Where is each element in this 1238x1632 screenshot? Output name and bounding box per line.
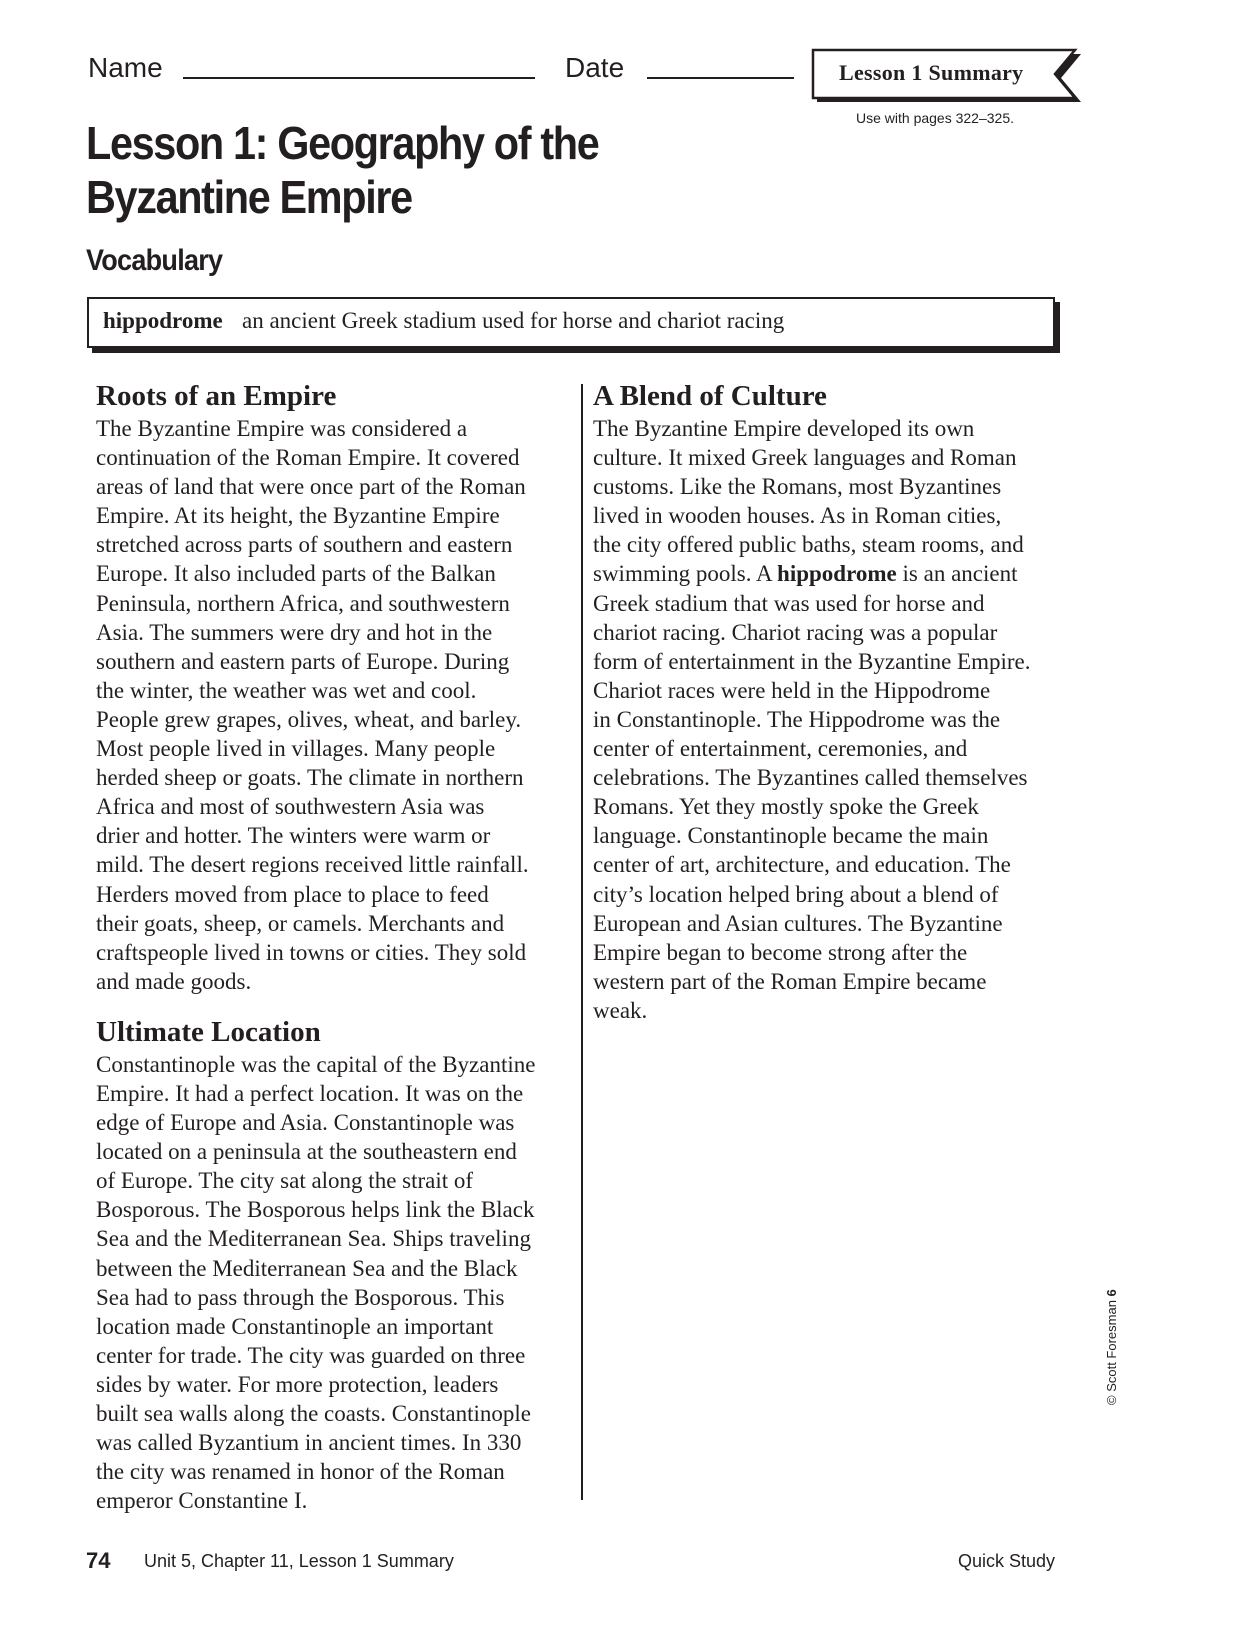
blend-line: European and Asian cultures. The Byzantine	[593, 910, 1003, 936]
ultimate-line: Bosporous. The Bosporous helps link the Black	[96, 1197, 535, 1223]
ultimate-line: edge of Europe and Asia. Constantinople was	[96, 1110, 515, 1136]
lesson-summary-tab	[811, 48, 1081, 104]
ultimate-line: Sea and the Mediterranean Sea. Ships traveling	[96, 1226, 531, 1252]
roots-line: craftspeople lived in towns or cities. They sold	[96, 939, 527, 965]
roots-line: areas of land that were once part of the Roman	[96, 474, 526, 500]
blend-line: lived in wooden houses. As in Roman cities,	[593, 503, 1002, 529]
roots-line: continuation of the Roman Empire. It covered	[96, 445, 520, 471]
date-blank-line	[647, 77, 794, 79]
blend-lines-after	[593, 589, 1073, 1025]
copyright-text: © Scott Foresman	[1104, 1296, 1119, 1405]
roots-line: southern and eastern parts of Europe. During	[96, 648, 510, 674]
section-heading-roots: Roots of an Empire	[96, 380, 337, 412]
roots-line: Peninsula, northern Africa, and southwestern	[96, 590, 510, 616]
ultimate-line: sides by water. For more protection, leaders	[96, 1371, 499, 1397]
blend-line: chariot racing. Chariot racing was a popular	[593, 619, 998, 645]
ultimate-line: between the Mediterranean Sea and the Black	[96, 1255, 518, 1281]
blend-line: Empire began to become strong after the	[593, 939, 968, 965]
left-column	[96, 378, 576, 1515]
blend-line: language. Constantinople became the main	[593, 823, 989, 849]
copyright-grade: 6	[1104, 1289, 1119, 1297]
copyright-notice	[1104, 1289, 1119, 1405]
name-label: Name	[88, 52, 163, 83]
vocabulary-term: hippodrome	[103, 308, 223, 333]
blend-line: The Byzantine Empire developed its own	[593, 416, 975, 441]
page-title	[86, 116, 598, 224]
blend-bold-line-end: is an ancient	[896, 561, 1018, 587]
roots-line: Asia. The summers were dry and hot in the	[96, 619, 493, 645]
column-divider	[581, 384, 583, 1500]
vocabulary-heading: Vocabulary	[86, 244, 223, 277]
roots-line: Most people lived in villages. Many people	[96, 736, 496, 762]
blend-line: weak.	[593, 997, 648, 1023]
vocabulary-box	[87, 297, 1055, 348]
ultimate-line: of Europe. The city sat along the strait of	[96, 1168, 474, 1194]
ultimate-line: location made Constantinople an important	[96, 1313, 494, 1339]
roots-line: stretched across parts of southern and eastern	[96, 532, 513, 558]
ultimate-line: the city was renamed in honor of the Roman	[96, 1459, 505, 1485]
blend-line: Chariot races were held in the Hippodrome	[593, 677, 991, 703]
blend-line: form of entertainment in the Byzantine Empire.	[593, 648, 1031, 674]
blend-bold-line	[593, 559, 1073, 588]
ultimate-line: located on a peninsula at the southeastern end	[96, 1139, 517, 1165]
blend-line: customs. Like the Romans, most Byzantines	[593, 474, 1002, 500]
ultimate-line: was called Byzantium in ancient times. In 330	[96, 1430, 522, 1456]
roots-line: People grew grapes, olives, wheat, and barley.	[96, 706, 522, 732]
vocabulary-definition: an ancient Greek stadium used for horse and chariot racing	[242, 308, 785, 333]
blend-line: city’s location helped bring about a blend of	[593, 881, 999, 907]
right-column	[593, 378, 1073, 1025]
section-text-roots	[96, 414, 576, 996]
blend-line: culture. It mixed Greek languages and Roman	[593, 445, 1017, 471]
roots-line: mild. The desert regions received little rainfall.	[96, 852, 529, 878]
blend-line: Greek stadium that was used for horse and	[593, 590, 985, 616]
roots-line: Herders moved from place to place to feed	[96, 881, 489, 907]
ultimate-line: built sea walls along the coasts. Constantinople	[96, 1401, 532, 1426]
ultimate-line: center for trade. The city was guarded on three	[96, 1342, 526, 1368]
page-title-line-1: Lesson 1: Geography of the	[86, 117, 599, 169]
name-blank-line	[183, 77, 535, 79]
blend-line: Romans. Yet they mostly spoke the Greek	[593, 794, 979, 820]
blend-line: celebrations. The Byzantines called themselves	[593, 765, 1028, 791]
section-heading-ultimate-location: Ultimate Location	[96, 1015, 321, 1048]
blend-line: center of art, architecture, and education. The	[593, 852, 1011, 878]
roots-line: and made goods.	[96, 968, 252, 994]
use-with-pages-note: Use with pages 322–325.	[856, 110, 1014, 126]
hippodrome-term: hippodrome	[777, 561, 897, 587]
ultimate-line: Empire. It had a perfect location. It was on the	[96, 1080, 524, 1106]
roots-line: Africa and most of southwestern Asia was	[96, 794, 485, 820]
ultimate-line: Constantinople was the capital of the Byzantine	[96, 1051, 536, 1077]
date-label: Date	[565, 52, 625, 83]
section-text-blend	[593, 414, 1073, 1025]
blend-line: western part of the Roman Empire became	[593, 968, 987, 994]
ultimate-line: Sea had to pass through the Bosporous. This	[96, 1284, 505, 1310]
blend-bold-line-start: swimming pools. A	[593, 561, 778, 587]
roots-line: drier and hotter. The winters were warm or	[96, 823, 491, 849]
roots-line: the winter, the weather was wet and cool.	[96, 677, 477, 703]
blend-line: in Constantinople. The Hippodrome was the	[593, 706, 1001, 732]
roots-line: Empire. At its height, the Byzantine Empire	[96, 503, 500, 529]
roots-line: their goats, sheep, or camels. Merchants and	[96, 910, 505, 936]
page-title-line-2: Byzantine Empire	[86, 171, 412, 223]
ultimate-line: emperor Constantine I.	[96, 1488, 308, 1514]
lesson-summary-label: Lesson 1 Summary	[839, 60, 1024, 85]
page-number: 74	[86, 1548, 111, 1573]
blend-line: center of entertainment, ceremonies, and	[593, 736, 968, 762]
blend-line: the city offered public baths, steam rooms, and	[593, 532, 1024, 558]
section-heading-blend: A Blend of Culture	[593, 380, 827, 412]
roots-line: The Byzantine Empire was considered a	[96, 416, 468, 441]
footer-quick-study: Quick Study	[958, 1551, 1056, 1571]
roots-line: herded sheep or goats. The climate in northern	[96, 765, 524, 791]
blend-lines-before	[593, 414, 1073, 559]
section-text-ultimate-location	[96, 1050, 576, 1516]
footer-unit-label: Unit 5, Chapter 11, Lesson 1 Summary	[144, 1551, 454, 1571]
roots-line: Europe. It also included parts of the Balkan	[96, 561, 496, 587]
